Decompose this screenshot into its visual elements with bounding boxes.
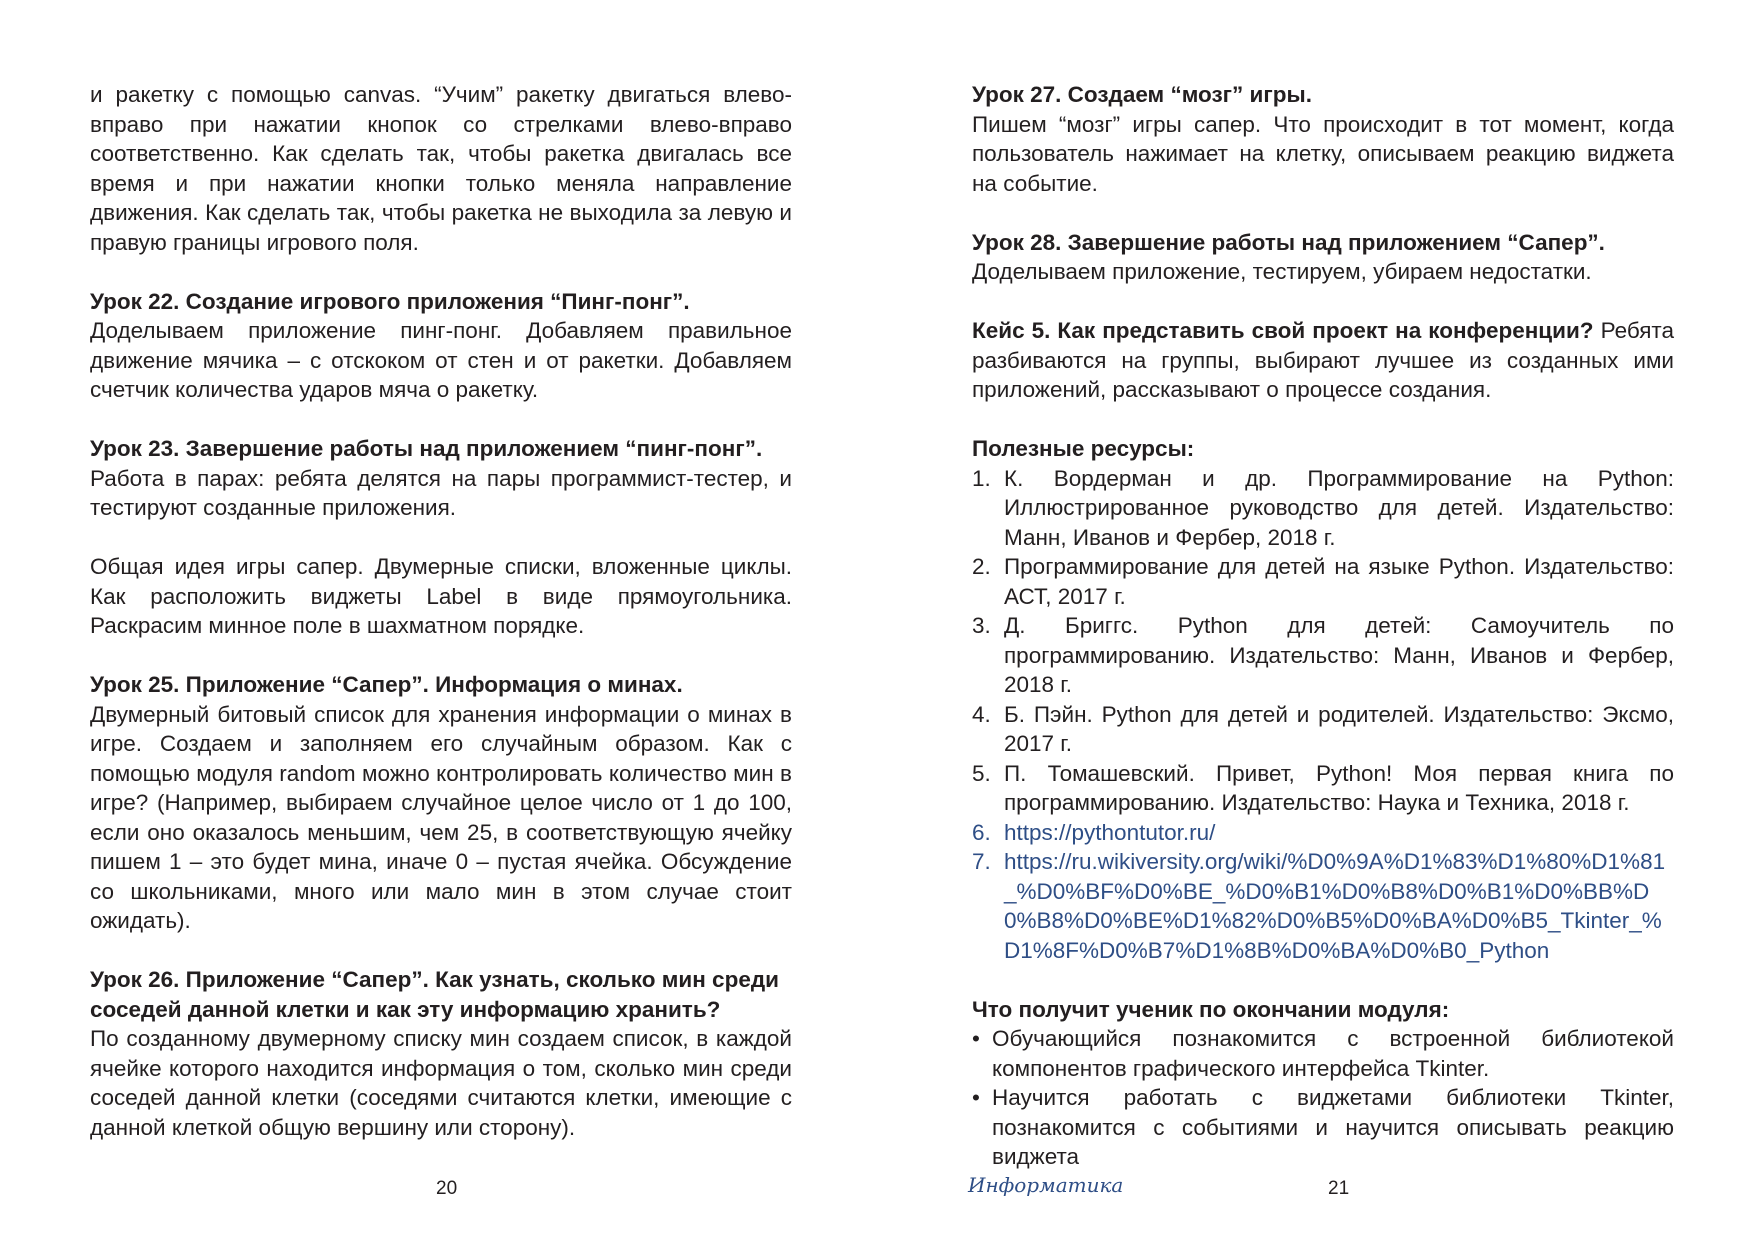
intro-text: и ракетку с помощью canvas. “Учим” ракетку двигаться влево-вправо при нажатии кнопок со стрелками влево-вправо соответственно. Как сделать так, чтобы ракетка двигалась все время и при нажатии кнопки только меняла направление движения. Как сделать так, чтобы ракетка не выходила за левую и правую границы игрового поля. bbox=[90, 82, 792, 255]
lesson-23 bbox=[90, 434, 792, 523]
left-page-column bbox=[90, 80, 792, 1172]
resource-number: 4. bbox=[972, 701, 991, 727]
resource-text: Программирование для детей на языке Python. Издательство: АСТ, 2017 г. bbox=[1004, 554, 1674, 609]
resources-title: Полезные ресурсы: bbox=[972, 436, 1195, 461]
page-number-right: 21 bbox=[1328, 1178, 1350, 1199]
resource-number: 5. bbox=[972, 760, 991, 786]
lesson-27 bbox=[972, 80, 1674, 198]
outcome-item bbox=[972, 1083, 1674, 1172]
resource-item bbox=[972, 700, 1674, 759]
lesson-22-body: Доделываем приложение пинг-понг. Добавляем правильное движение мячика – с отскоком от стен и от ракетки. Добавляем счетчик количества ударов мяча о ракетку. bbox=[90, 318, 792, 402]
resource-number: 6. bbox=[972, 819, 991, 845]
lesson-27-body: Пишем “мозг” игры сапер. Что происходит в тот момент, когда пользователь нажимает на клетку, описываем реакцию виджета на событие. bbox=[972, 111, 1674, 196]
resource-text: П. Томашевский. Привет, Python! Моя первая книга по программированию. Издательство: Наука и Техника, 2018 г. bbox=[1004, 760, 1674, 815]
general-idea-text: Общая идея игры сапер. Двумерные списки, вложенные циклы. Как расположить виджеты Label в виде прямоугольника. Раскрасим минное поле в шахматном порядке. bbox=[90, 554, 792, 638]
right-page-column bbox=[972, 80, 1674, 1201]
lesson-28 bbox=[972, 228, 1674, 287]
case-5-body: Ребята разбиваются на группы, выбирают лучшее из созданных ими приложений, рассказывают о процессе создания. bbox=[972, 318, 1674, 402]
wikiversity-link[interactable]: https://ru.wikiversity.org/wiki/%D0%9A%D1%83%D1%80%D1%81_%D0%BF%D0%BE_%D0%B1%D0%B8%D0%B1%D0%BB%D0%B8%D0%BE%D1%82%D0%B5%D0%BA%D0%B5_Tkinter_%D1%8F%D0%B7%D1%8B%D0%BA%D0%B0_Python bbox=[1004, 849, 1666, 963]
lesson-25-title: Урок 25. Приложение “Сапер”. Информация о минах. bbox=[90, 672, 683, 697]
lesson-22 bbox=[90, 287, 792, 405]
outcomes-section bbox=[972, 995, 1674, 1172]
resource-text: Д. Бриггс. Python для детей: Самоучитель по программированию. Издательство: Манн, Иванов и Фербер, 2018 г. bbox=[1004, 613, 1674, 697]
resources-list bbox=[972, 464, 1674, 966]
pythontutor-link[interactable]: https://pythontutor.ru/ bbox=[1004, 819, 1216, 845]
resource-number: 1. bbox=[972, 465, 991, 491]
intro-paragraph bbox=[90, 80, 792, 257]
lesson-25 bbox=[90, 670, 792, 936]
outcome-text: Обучающийся познакомится с встроенной библиотекой компонентов графического интерфейса Tkinter. bbox=[992, 1026, 1674, 1081]
lesson-22-title: Урок 22. Создание игрового приложения “Пинг-понг”. bbox=[90, 288, 690, 314]
lesson-28-body: Доделываем приложение, тестируем, убираем недостатки. bbox=[972, 259, 1592, 284]
bullet-icon: • bbox=[972, 1085, 980, 1110]
resource-item bbox=[972, 464, 1674, 553]
lesson-26-body: По созданному двумерному списку мин создаем список, в каждой ячейке которого находится информация о том, сколько мин среди соседей данной клетки (соседями считаются клетки, имеющие с данной клеткой общую вершину или сторону). bbox=[90, 1026, 792, 1140]
lesson-26-title: Урок 26. Приложение “Сапер”. Как узнать, сколько мин среди соседей данной клетки и как эту информацию хранить? bbox=[90, 967, 779, 1022]
resources-section bbox=[972, 434, 1674, 965]
lesson-27-title: Урок 27. Создаем “мозг” игры. bbox=[972, 82, 1312, 107]
general-idea-paragraph bbox=[90, 552, 792, 641]
resource-text: Б. Пэйн. Python для детей и родителей. Издательство: Эксмо, 2017 г. bbox=[1004, 701, 1674, 756]
outcome-text: Научится работать с виджетами библиотеки Tkinter, познакомится с событиями и научится описывать реакцию виджета bbox=[992, 1085, 1674, 1169]
resource-number: 2. bbox=[972, 554, 991, 579]
case-5-title: Кейс 5. Как представить свой проект на конференции? bbox=[972, 318, 1594, 343]
outcomes-list bbox=[972, 1024, 1674, 1172]
case-5-paragraph bbox=[972, 316, 1674, 405]
lesson-26 bbox=[90, 965, 792, 1142]
resource-number: 7. bbox=[972, 849, 991, 874]
case-5 bbox=[972, 316, 1674, 405]
resource-item bbox=[972, 552, 1674, 611]
resource-link-item[interactable] bbox=[972, 847, 1674, 965]
lesson-28-title: Урок 28. Завершение работы над приложением “Сапер”. bbox=[972, 229, 1605, 255]
bullet-icon: • bbox=[972, 1026, 980, 1051]
page-number-left: 20 bbox=[436, 1178, 458, 1199]
resource-number: 3. bbox=[972, 613, 991, 638]
outcomes-title: Что получит ученик по окончании модуля: bbox=[972, 996, 1450, 1022]
subject-label: Информатика bbox=[968, 1173, 1124, 1197]
resource-item bbox=[972, 759, 1674, 818]
resource-text: К. Вордерман и др. Программирование на Python: Иллюстрированное руководство для детей. Издательство: Манн, Иванов и Фербер, 2018 г. bbox=[1004, 465, 1674, 550]
lesson-25-body: Двумерный битовый список для хранения информации о минах в игре. Создаем и заполняем его случайным образом. Как с помощью модуля random можно контролировать количество мин в игре? (Например, выбираем случайное целое число от 1 до 100, если оно оказалось меньшим, чем 25, в соответствующую ячейку пишем 1 – это будет мина, иначе 0 – пустая ячейка. Обсуждение со школьниками, много или мало мин в этом случае стоит ожидать). bbox=[90, 701, 792, 933]
resource-link-item[interactable] bbox=[972, 818, 1674, 848]
resource-item bbox=[972, 611, 1674, 700]
lesson-23-body: Работа в парах: ребята делятся на пары программист-тестер, и тестируют созданные приложения. bbox=[90, 465, 792, 520]
outcome-item bbox=[972, 1024, 1674, 1083]
lesson-23-title: Урок 23. Завершение работы над приложением “пинг-понг”. bbox=[90, 436, 763, 461]
